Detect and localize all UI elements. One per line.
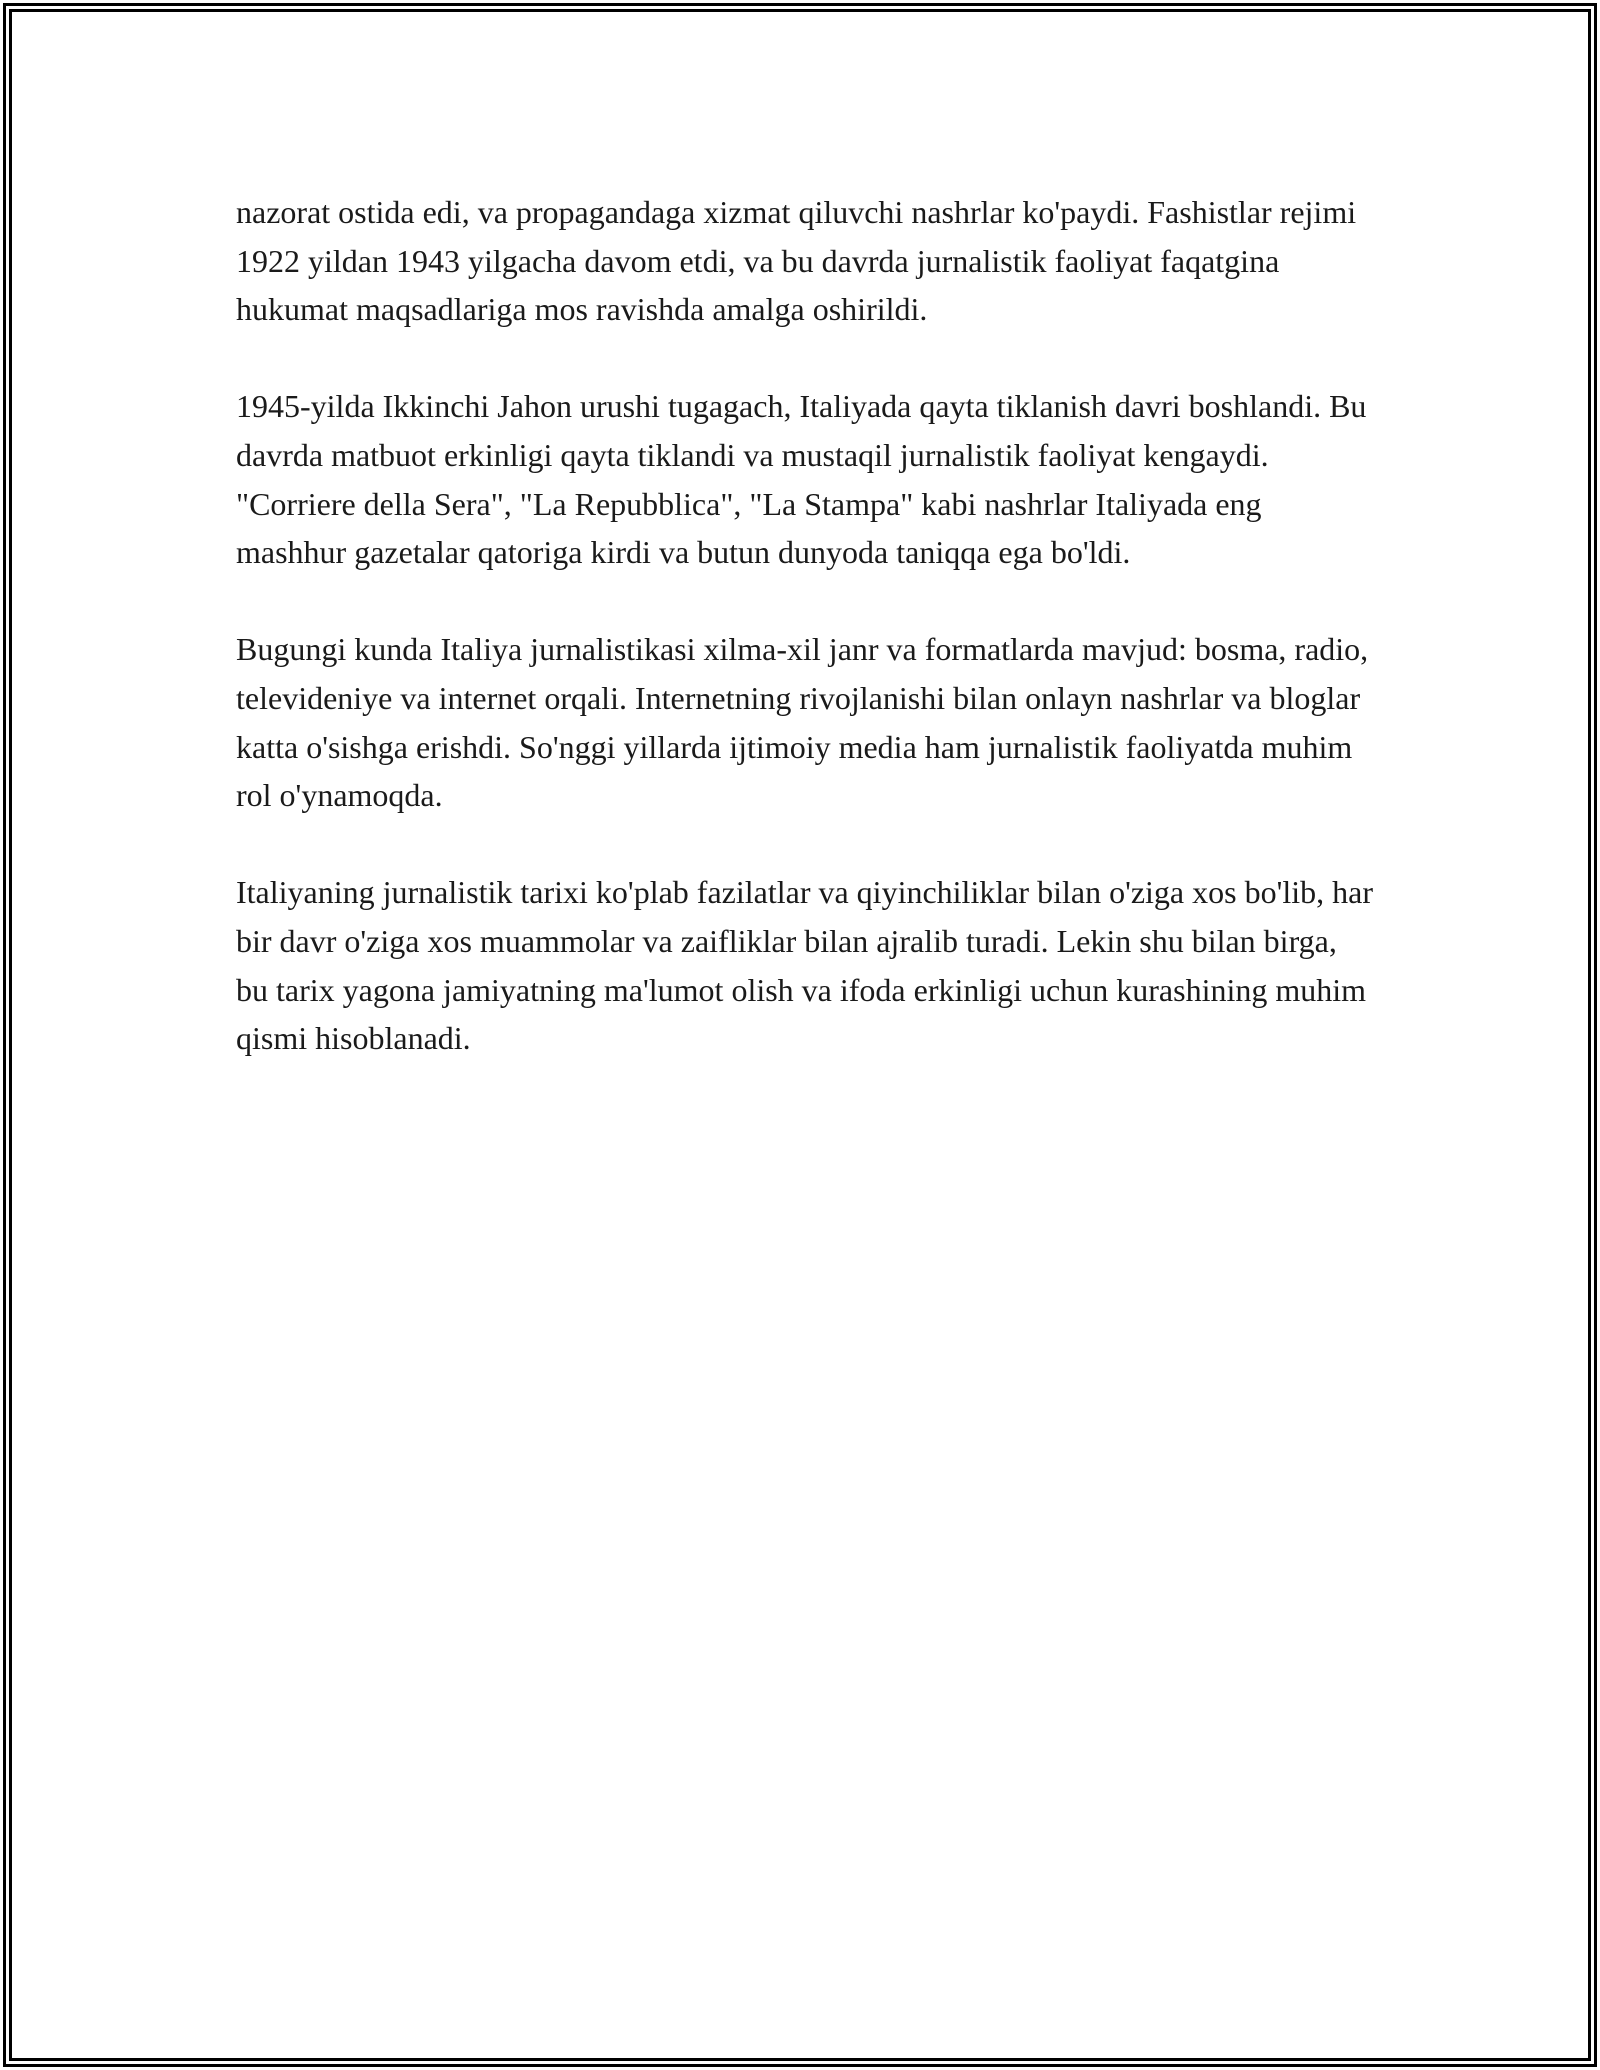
paragraph-fascist-era: nazorat ostida edi, va propagandaga xizmat qiluvchi nashrlar ko'paydi. Fashistlar rejimi 1922 yildan 1943 yilgacha davom etdi, va bu davrda jurnalistik faoliyat faqatgina hukumat maqsadlariga mos ravishda amalga oshirildi.	[236, 194, 1357, 328]
paragraph-conclusion: Italiyaning jurnalistik tarixi ko'plab fazilatlar va qiyinchiliklar bilan o'ziga xos bo'lib, har bir davr o'ziga xos muammolar va zaifliklar bilan ajralib turadi. Lekin shu bilan birga, bu tarix yagona jamiyatning ma'lumot olish va ifoda erkinligi uchun kurashining muhim qismi hisoblanadi.	[236, 874, 1373, 1057]
paragraph-modern-journalism: Bugungi kunda Italiya jurnalistikasi xilma-xil janr va formatlarda mavjud: bosma, radio, televideniye va internet orqali. Internetning rivojlanishi bilan onlayn nashrlar va bloglar katta o'sishga erishdi. So'nggi yillarda ijtimoiy media ham jurnalistik faoliyatda muhim rol o'ynamoqda.	[236, 631, 1369, 814]
document-body	[236, 188, 1376, 1111]
paragraph-post-war-revival: 1945-yilda Ikkinchi Jahon urushi tugagach, Italiyada qayta tiklanish davri boshlandi. Bu davrda matbuot erkinligi qayta tiklandi va mustaqil jurnalistik faoliyat kengaydi. "Corriere della Sera", "La Repubblica", "La Stampa" kabi nashrlar Italiyada eng mashhur gazetalar qatoriga kirdi va butun dunyoda taniqqa ega bo'ldi.	[236, 388, 1367, 571]
